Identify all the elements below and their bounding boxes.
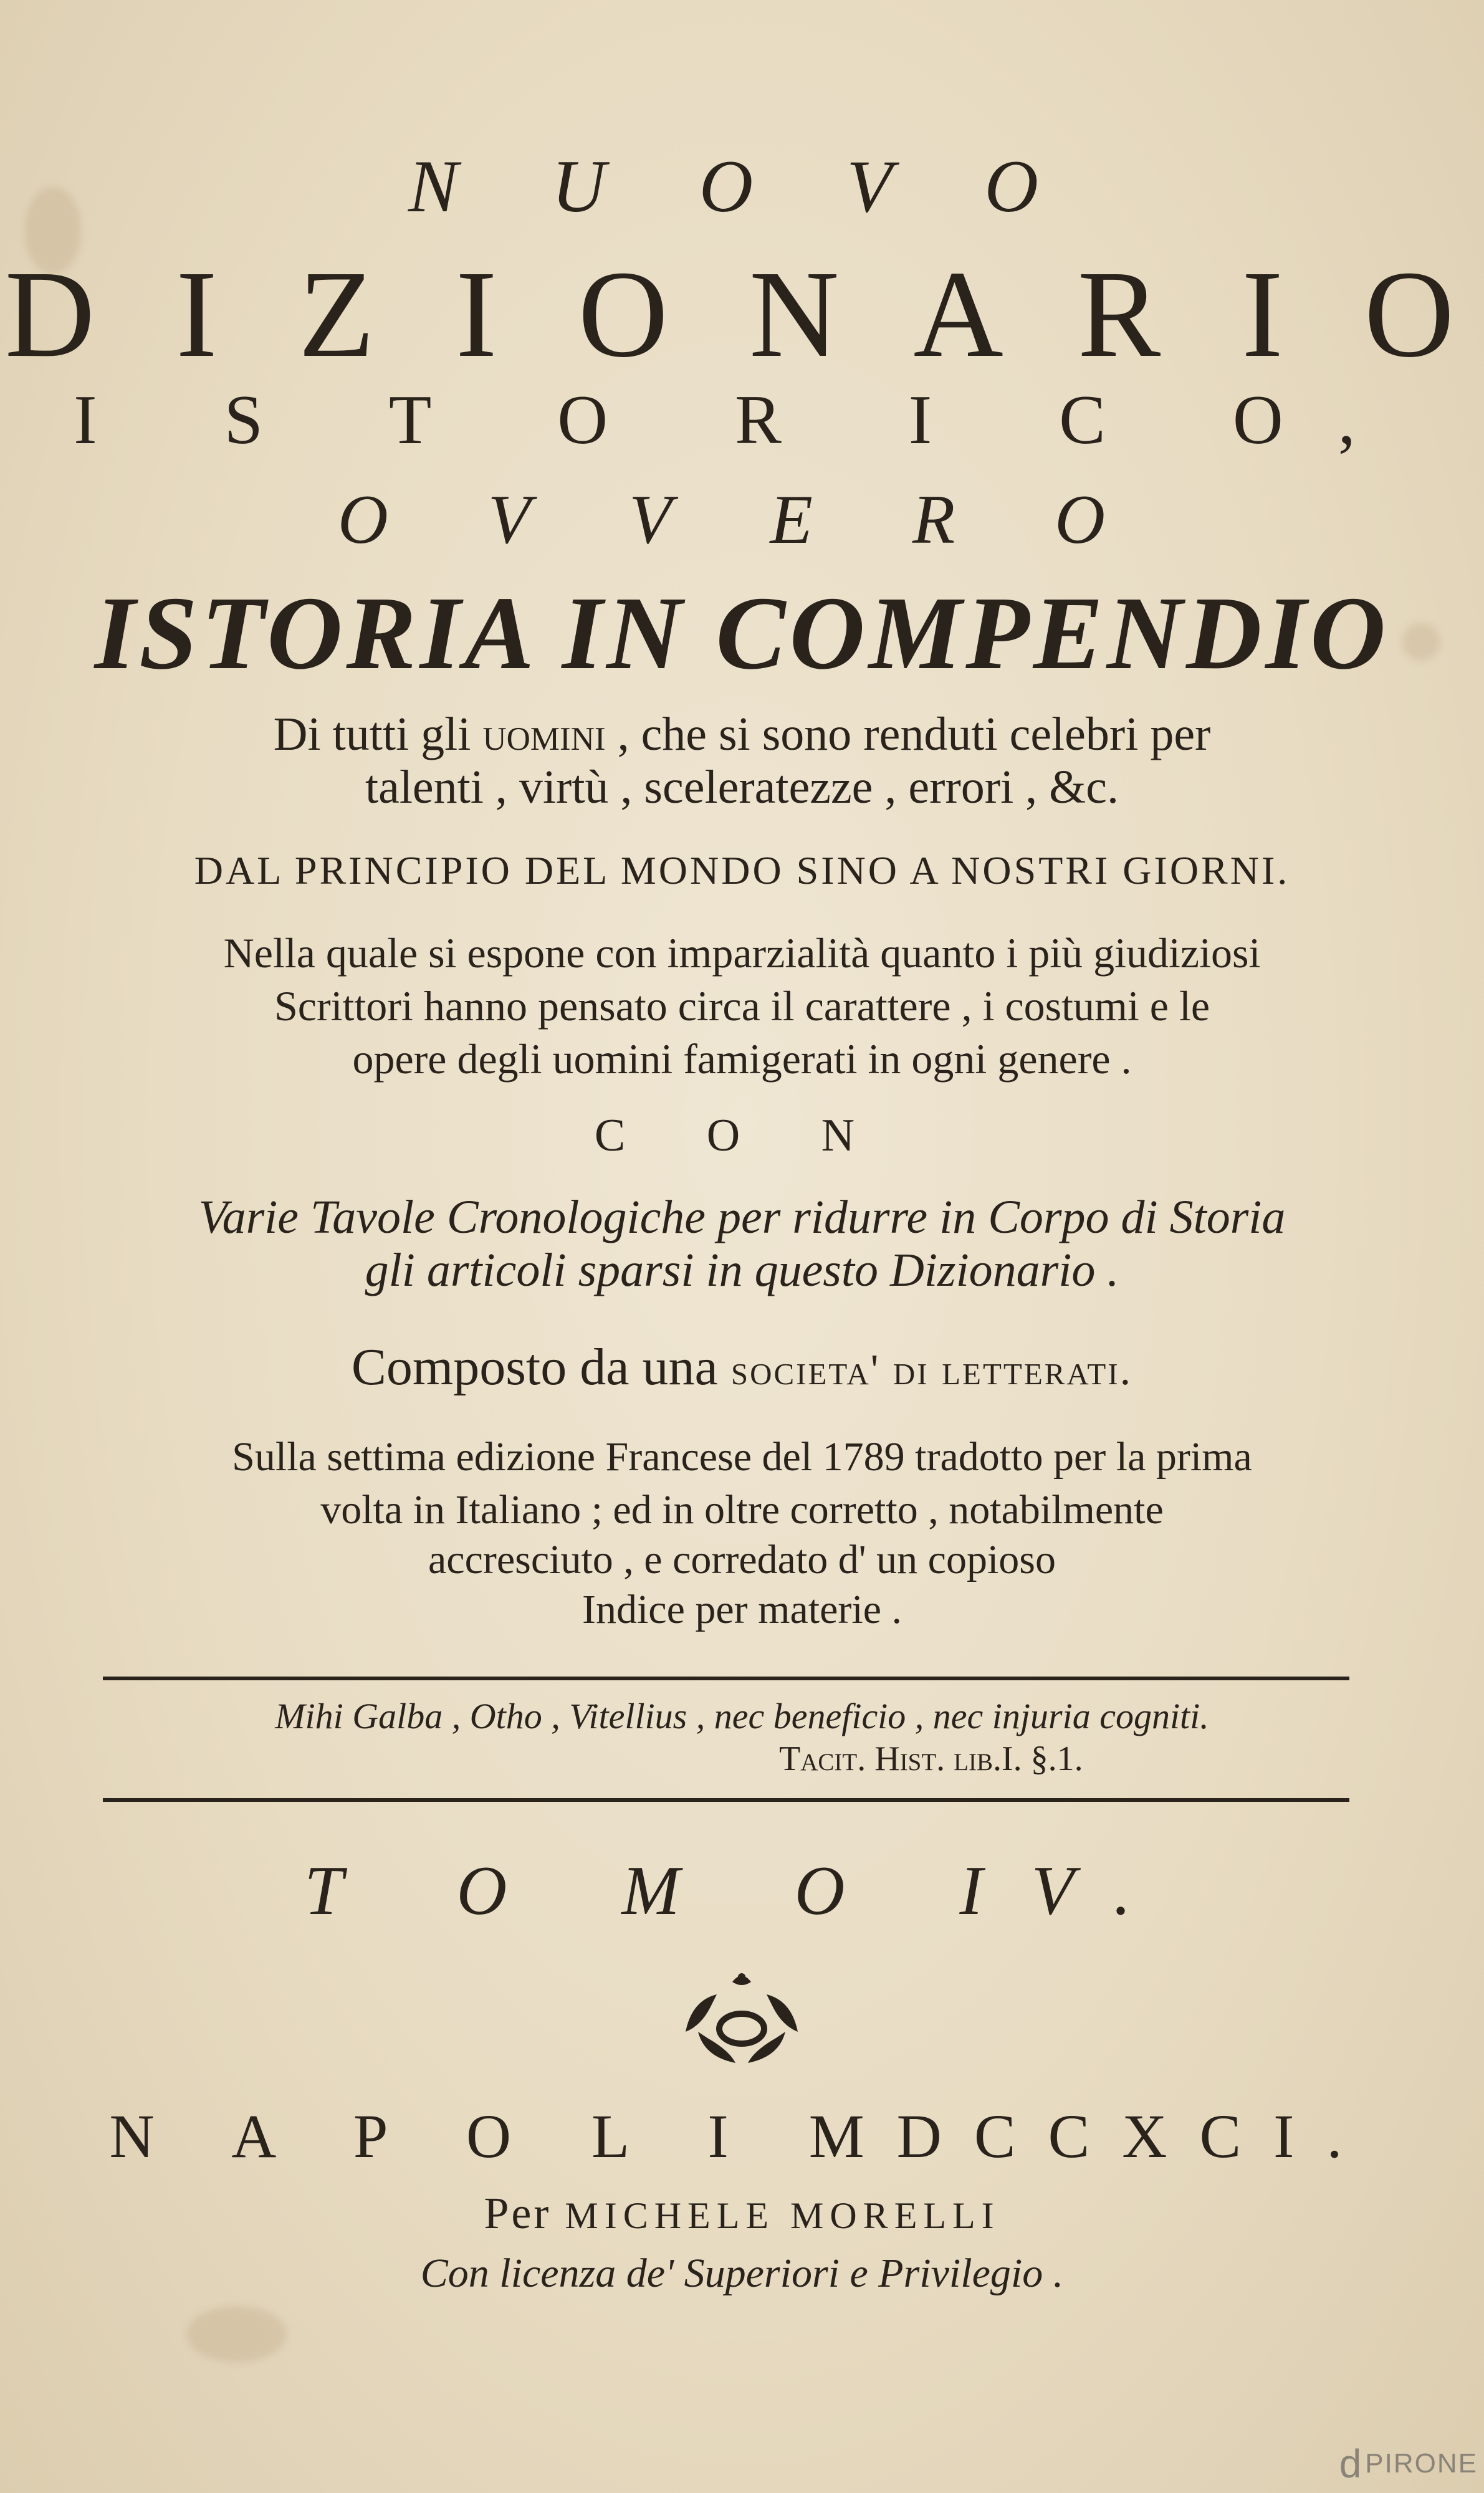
imprint-printer: Per MICHELE MORELLI	[484, 2188, 1000, 2238]
laurel-wreath-ornament-icon	[673, 1969, 810, 2069]
paper-stain	[187, 2306, 287, 2362]
volume-label: T O M O IV.	[304, 1852, 1180, 1930]
title-istorico: I S T O R I C O,	[74, 381, 1410, 459]
description-line-1: Nella quale si espone con imparzialità quanto i più giudiziosi	[223, 929, 1261, 977]
title-nuovo: N U O V O	[408, 145, 1076, 227]
authors-line: Composto da una societa' di letterati.	[351, 1338, 1133, 1396]
motto-source: Tacit. Hist. lib.I. §.1.	[779, 1739, 1083, 1778]
title-dizionario: D I Z I O N A R I O	[4, 246, 1480, 383]
description-line-2: Scrittori hanno pensato circa il carattere , i costumi e le	[274, 982, 1210, 1030]
imprint-city-date: N A P O L I MDCCXCI.	[109, 2102, 1375, 2171]
edition-line-4: Indice per materie .	[582, 1587, 902, 1632]
imprint-license: Con licenza de' Superiori e Privilegio .	[420, 2251, 1064, 2296]
edition-line-3: accresciuto , e corredato d' un copioso	[428, 1537, 1056, 1582]
tables-line-1: Varie Tavole Cronologiche per ridurre in Corpo di Storia	[198, 1191, 1286, 1243]
subtitle-line-2: talenti , virtù , sceleratezze , errori , &c.	[365, 761, 1119, 813]
top-rule	[103, 1677, 1349, 1680]
watermark-text: PIRONE	[1365, 2448, 1478, 2479]
title-ovvero: O V V E R O	[337, 481, 1147, 558]
period-line: DAL PRINCIPIO DEL MONDO SINO A NOSTRI GIORNI.	[194, 848, 1290, 892]
description-line-3: opere degli uomini famigerati in ogni genere .	[352, 1035, 1132, 1083]
motto-text: Mihi Galba , Otho , Vitellius , nec beneficio , nec injuria cogniti.	[275, 1696, 1209, 1736]
edition-line-1: Sulla settima edizione Francese del 1789 tradotto per la prima	[232, 1434, 1252, 1480]
edition-line-2: volta in Italiano ; ed in oltre corretto , notabilmente	[320, 1487, 1164, 1533]
con-heading: C O N	[594, 1110, 890, 1161]
bottom-rule	[103, 1798, 1349, 1802]
subtitle-line-1: Di tutti gli uomini , che si sono renduti celebri per	[273, 708, 1211, 760]
watermark-mark: d	[1339, 2441, 1363, 2486]
title-istoria-in-compendio: ISTORIA IN COMPENDIO	[94, 575, 1390, 691]
tables-line-2: gli articoli sparsi in questo Dizionario .	[365, 1244, 1119, 1296]
watermark	[1339, 2441, 1478, 2487]
